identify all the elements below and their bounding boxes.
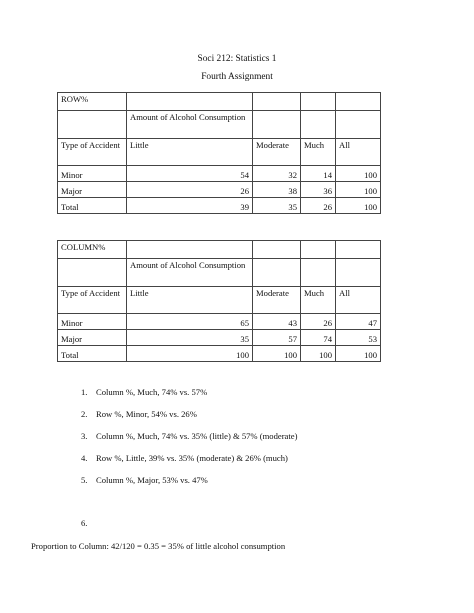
- table-cell: 26: [301, 314, 336, 330]
- table-cell: 100: [336, 198, 381, 214]
- answer-list: [81, 387, 297, 497]
- type-label-cell: Type of Accident: [58, 287, 127, 314]
- table-row: [58, 314, 381, 330]
- table-cell: 100: [336, 346, 381, 362]
- amount-row: [58, 111, 381, 139]
- table-cell: 26: [301, 198, 336, 214]
- table-cell: 100: [301, 346, 336, 362]
- item-number: 5.: [81, 475, 88, 485]
- table-cell: 57: [253, 330, 301, 346]
- empty-cell: [253, 241, 301, 259]
- amount-label-cell: Amount of Alcohol Consumption: [127, 111, 253, 139]
- column-header-moderate: Moderate: [253, 287, 301, 314]
- empty-cell: [336, 111, 381, 139]
- list-item: [81, 453, 297, 475]
- item-text: Column %, Major, 53% vs. 47%: [96, 475, 208, 485]
- table-cell: 38: [253, 182, 301, 198]
- empty-cell: [58, 111, 127, 139]
- row-label: Minor: [58, 314, 127, 330]
- item-number: 2.: [81, 409, 88, 419]
- item-text: Row %, Little, 39% vs. 35% (moderate) & 26% (much): [96, 453, 288, 463]
- table-header-row: [58, 241, 381, 259]
- table-cell: 14: [301, 166, 336, 182]
- table-cell: 100: [336, 182, 381, 198]
- empty-cell: [127, 93, 253, 111]
- table-header-cell: ROW%: [58, 93, 127, 111]
- item-text: Column %, Much, 74% vs. 35% (little) & 57% (moderate): [96, 431, 298, 441]
- item-text: Column %, Much, 74% vs. 57%: [96, 387, 208, 397]
- table-header-row: [58, 93, 381, 111]
- table-cell: 65: [127, 314, 253, 330]
- row-label: Total: [58, 346, 127, 362]
- item-six-number: 6.: [81, 518, 88, 528]
- table-cell: 32: [253, 166, 301, 182]
- item-text: Row %, Minor, 54% vs. 26%: [96, 409, 197, 419]
- item-number: 1.: [81, 387, 88, 397]
- column-header-much: Much: [301, 287, 336, 314]
- table-cell: 35: [127, 330, 253, 346]
- empty-cell: [58, 259, 127, 287]
- item-number: 3.: [81, 431, 88, 441]
- column-header-much: Much: [301, 139, 336, 166]
- table-row: [58, 182, 381, 198]
- type-label-cell: Type of Accident: [58, 139, 127, 166]
- empty-cell: [301, 93, 336, 111]
- empty-cell: [336, 241, 381, 259]
- list-item: [81, 409, 297, 431]
- item-number: 4.: [81, 453, 88, 463]
- document-subtitle: Fourth Assignment: [201, 72, 273, 82]
- row-label: Major: [58, 330, 127, 346]
- row-label: Minor: [58, 166, 127, 182]
- amount-row: [58, 259, 381, 287]
- list-item: [81, 387, 297, 409]
- table-cell: 43: [253, 314, 301, 330]
- table-cell: 39: [127, 198, 253, 214]
- table-cell: 47: [336, 314, 381, 330]
- empty-cell: [253, 111, 301, 139]
- row-percent-table: [57, 92, 381, 214]
- empty-cell: [127, 241, 253, 259]
- empty-cell: [301, 241, 336, 259]
- empty-cell: [301, 259, 336, 287]
- empty-cell: [253, 259, 301, 287]
- column-header-all: All: [336, 287, 381, 314]
- table-header-cell: COLUMN%: [58, 241, 127, 259]
- table-cell: 26: [127, 182, 253, 198]
- column-header-row: [58, 287, 381, 314]
- column-header-little: Little: [127, 287, 253, 314]
- table-row: [58, 198, 381, 214]
- empty-cell: [253, 93, 301, 111]
- amount-label-cell: Amount of Alcohol Consumption: [127, 259, 253, 287]
- column-header-all: All: [336, 139, 381, 166]
- column-header-little: Little: [127, 139, 253, 166]
- table-cell: 74: [301, 330, 336, 346]
- proportion-text: Proportion to Column: 42/120 = 0.35 = 35% of little alcohol consumption: [31, 541, 286, 551]
- column-percent-table: [57, 240, 381, 362]
- table-cell: 36: [301, 182, 336, 198]
- empty-cell: [336, 93, 381, 111]
- table-cell: 53: [336, 330, 381, 346]
- row-label: Major: [58, 182, 127, 198]
- table-cell: 54: [127, 166, 253, 182]
- document-title: Soci 212: Statistics 1: [197, 54, 277, 64]
- list-item: [81, 475, 297, 497]
- row-label: Total: [58, 198, 127, 214]
- empty-cell: [336, 259, 381, 287]
- table-row: [58, 330, 381, 346]
- table-cell: 35: [253, 198, 301, 214]
- column-header-moderate: Moderate: [253, 139, 301, 166]
- table-row: [58, 346, 381, 362]
- list-item: [81, 431, 297, 453]
- table-cell: 100: [127, 346, 253, 362]
- empty-cell: [301, 111, 336, 139]
- table-cell: 100: [253, 346, 301, 362]
- table-row: [58, 166, 381, 182]
- column-header-row: [58, 139, 381, 166]
- table-cell: 100: [336, 166, 381, 182]
